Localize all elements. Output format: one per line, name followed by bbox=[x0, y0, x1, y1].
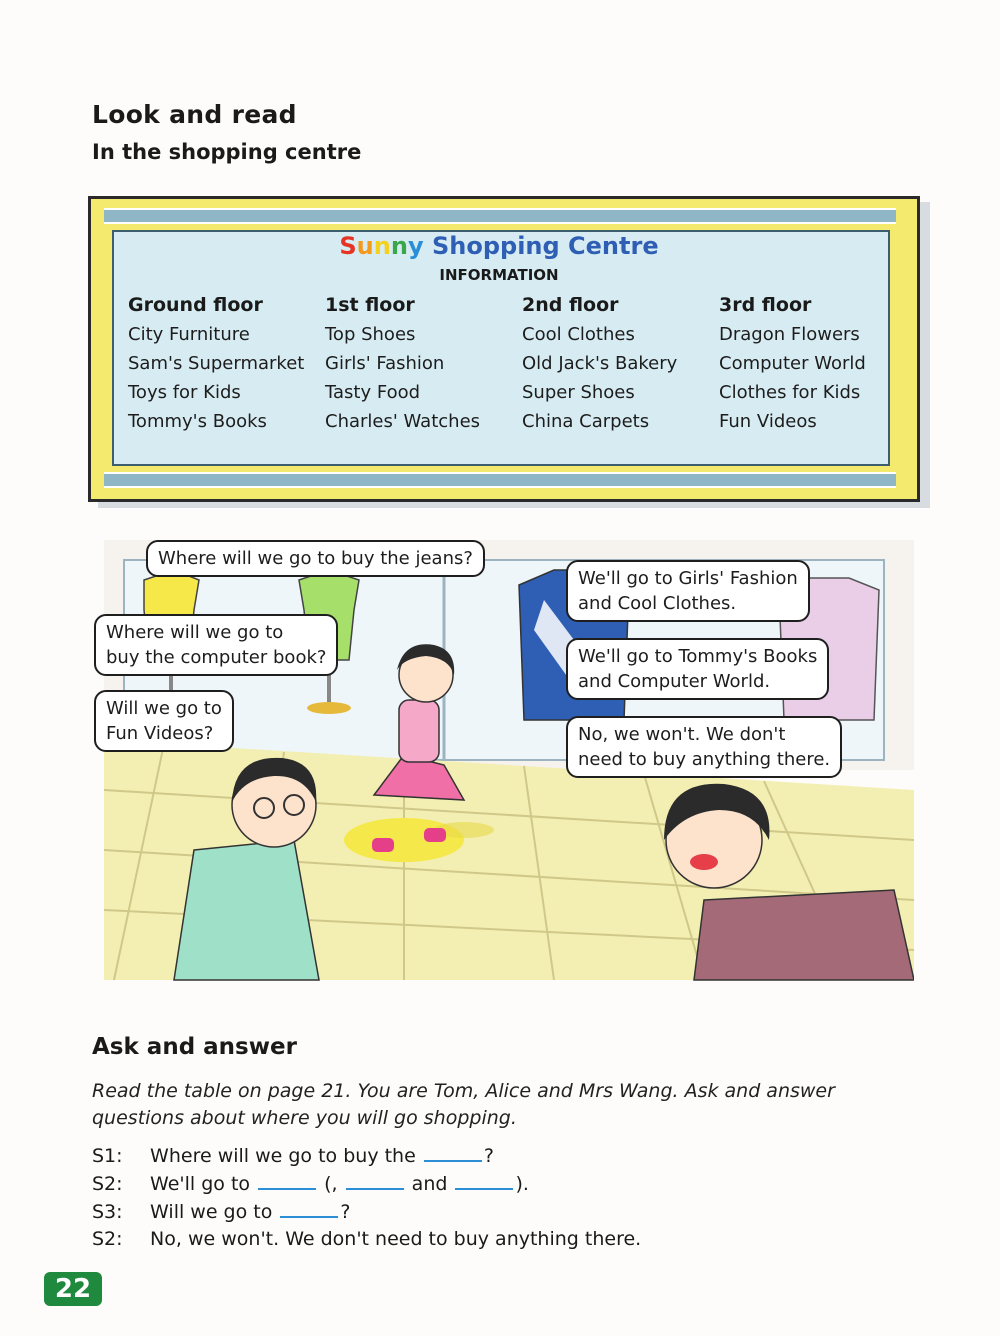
shop-item: Tommy's Books bbox=[128, 411, 267, 432]
board-title bbox=[112, 232, 886, 260]
dialogue-text: (, bbox=[324, 1173, 338, 1195]
speech-bubble-jeans bbox=[146, 540, 485, 577]
shop-item: China Carpets bbox=[522, 411, 650, 432]
board-subtitle: INFORMATION bbox=[439, 266, 559, 284]
page-number: 22 bbox=[44, 1272, 102, 1306]
dialogue-line bbox=[92, 1226, 641, 1252]
shop-item: Top Shoes bbox=[325, 324, 416, 345]
dialogue-text: ? bbox=[483, 1145, 494, 1167]
floor-name: 2nd floor bbox=[522, 294, 619, 316]
exercise-instruction: Read the table on page 21. You are Tom, Alice and Mrs Wang. Ask and answer questions about where you will go shopping. bbox=[92, 1080, 835, 1129]
bubble-text-line: buy the computer book? bbox=[106, 647, 327, 668]
floor-column-2nd bbox=[522, 294, 712, 436]
speech-bubble-fun-videos bbox=[94, 690, 234, 752]
dialogue-line bbox=[92, 1170, 529, 1197]
dialogue-line bbox=[92, 1198, 351, 1225]
speaker-label: S2: bbox=[92, 1173, 123, 1195]
title-letter: u bbox=[356, 232, 374, 260]
dialogue-text: ). bbox=[515, 1173, 529, 1195]
dialogue-text: Where will we go to buy the bbox=[150, 1145, 416, 1167]
dialogue-text: and bbox=[411, 1173, 448, 1195]
shop-item: Super Shoes bbox=[522, 382, 635, 403]
bubble-text-line: and Computer World. bbox=[578, 671, 771, 692]
floor-name: Ground floor bbox=[128, 294, 263, 316]
bubble-text-line: We'll go to Tommy's Books bbox=[578, 646, 818, 667]
answer-blank[interactable] bbox=[258, 1170, 316, 1190]
speech-bubble-girls-fashion bbox=[566, 560, 810, 622]
dialogue-text: We'll go to bbox=[150, 1173, 251, 1195]
speech-bubble-tommys-books bbox=[566, 638, 829, 700]
dialogue-text: ? bbox=[340, 1201, 351, 1223]
floor-name: 1st floor bbox=[325, 294, 415, 316]
dialogue-line bbox=[92, 1142, 494, 1169]
title-letter: n bbox=[373, 232, 391, 260]
section-heading-look-and-read: Look and read bbox=[92, 100, 297, 129]
title-letter: S bbox=[339, 232, 357, 260]
bubble-text: Where will we go to buy the jeans? bbox=[158, 548, 473, 569]
floor-column-ground bbox=[128, 294, 318, 436]
bubble-text-line: No, we won't. We don't bbox=[578, 724, 786, 745]
speaker-label: S1: bbox=[92, 1145, 123, 1167]
answer-blank[interactable] bbox=[455, 1170, 513, 1190]
dialogue-text: No, we won't. We don't need to buy anything there. bbox=[150, 1228, 642, 1250]
section-subtitle: In the shopping centre bbox=[92, 140, 362, 164]
bubble-text-line: Fun Videos? bbox=[106, 723, 214, 744]
answer-blank[interactable] bbox=[346, 1170, 404, 1190]
title-letter: y bbox=[407, 232, 424, 260]
title-letter: n bbox=[390, 232, 408, 260]
shop-item: City Furniture bbox=[128, 324, 250, 345]
shop-item: Computer World bbox=[719, 353, 866, 374]
dialogue-text: Will we go to bbox=[150, 1201, 273, 1223]
section-heading-ask-and-answer: Ask and answer bbox=[92, 1034, 297, 1060]
answer-blank[interactable] bbox=[280, 1198, 338, 1218]
shop-item: Fun Videos bbox=[719, 411, 817, 432]
board-title-sunny bbox=[339, 232, 432, 260]
bubble-text-line: We'll go to Girls' Fashion bbox=[578, 568, 798, 589]
bubble-text-line: and Cool Clothes. bbox=[578, 593, 737, 614]
shop-item: Toys for Kids bbox=[128, 382, 241, 403]
shop-item: Dragon Flowers bbox=[719, 324, 860, 345]
floor-name: 3rd floor bbox=[719, 294, 812, 316]
shop-item: Clothes for Kids bbox=[719, 382, 861, 403]
speaker-label: S2: bbox=[92, 1228, 123, 1250]
board-stripe-bottom bbox=[104, 472, 896, 488]
bubble-text-line: need to buy anything there. bbox=[578, 749, 831, 770]
speaker-label: S3: bbox=[92, 1201, 123, 1223]
bubble-text-line: Will we go to bbox=[106, 698, 222, 719]
answer-blank[interactable] bbox=[424, 1142, 482, 1162]
shop-item: Tasty Food bbox=[325, 382, 421, 403]
shop-item: Charles' Watches bbox=[325, 411, 481, 432]
floor-column-3rd bbox=[719, 294, 909, 436]
board-title-rest: Shopping Centre bbox=[431, 232, 659, 260]
shop-item: Old Jack's Bakery bbox=[522, 353, 678, 374]
bubble-text-line: Where will we go to bbox=[106, 622, 284, 643]
speech-bubble-computer-book bbox=[94, 614, 338, 676]
speech-bubble-wont bbox=[566, 716, 842, 778]
floor-column-1st bbox=[325, 294, 515, 436]
board-stripe-top bbox=[104, 208, 896, 224]
shop-item: Girls' Fashion bbox=[325, 353, 445, 374]
shop-item: Cool Clothes bbox=[522, 324, 635, 345]
shop-item: Sam's Supermarket bbox=[128, 353, 305, 374]
